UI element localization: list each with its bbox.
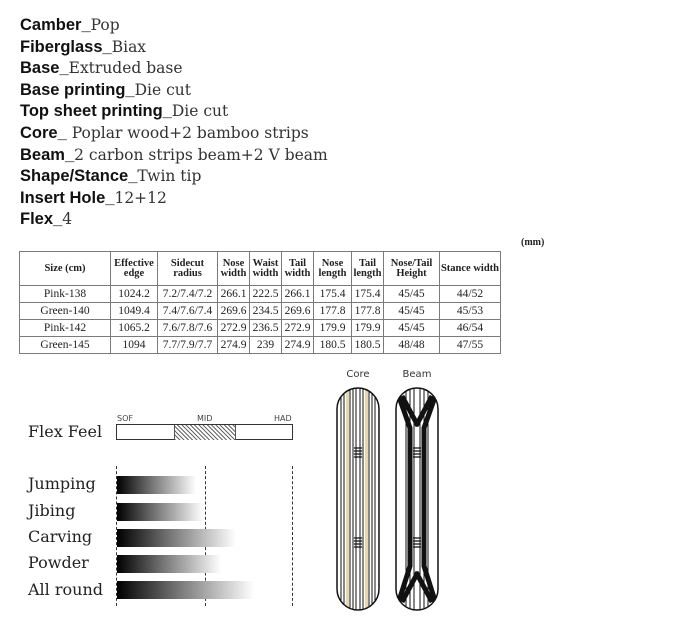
rating-label-all-round: All round: [28, 580, 104, 599]
col-header: Nose width: [218, 252, 250, 286]
table-row: [20, 337, 501, 354]
table-cell: Green-140: [20, 303, 111, 320]
table-cell: 274.9: [282, 337, 314, 354]
scale-label-mid: MID: [197, 414, 213, 423]
table-row: [20, 320, 501, 337]
table-cell: 274.9: [218, 337, 250, 354]
table-cell: 234.5: [250, 303, 282, 320]
unit-label: (mm): [521, 237, 545, 248]
col-header: Waist width: [250, 252, 282, 286]
rating-bar-all-round: [117, 581, 254, 599]
table-cell: 179.9: [314, 320, 352, 337]
col-header: Nose/Tail Height: [384, 252, 440, 286]
beam-label: Beam: [402, 369, 432, 380]
beam-board: [396, 388, 438, 610]
table-row: [20, 286, 501, 303]
spec-top-sheet: [20, 100, 328, 122]
table-row: [20, 303, 501, 320]
table-cell: 175.4: [314, 286, 352, 303]
table-cell: 175.4: [352, 286, 384, 303]
spec-value: Extruded base: [68, 59, 183, 78]
spec-key: Base_: [20, 59, 69, 78]
flex-feel-range: [174, 425, 236, 440]
spec-key: Beam_: [20, 145, 75, 164]
table-cell: 222.5: [250, 286, 282, 303]
spec-value: Poplar wood+2 bamboo strips: [66, 123, 309, 142]
table-cell: 266.1: [282, 286, 314, 303]
spec-list: [20, 14, 328, 230]
spec-flex: [20, 208, 328, 230]
rating-bar-powder: [117, 555, 221, 573]
table-cell: 7.7/7.9/7.7: [158, 337, 218, 354]
rating-label-jibing: Jibing: [28, 501, 76, 520]
spec-value: Die cut: [171, 102, 229, 121]
table-cell: 7.4/7.6/7.4: [158, 303, 218, 320]
col-header: Sidecut radius: [158, 252, 218, 286]
spec-key: Flex_: [20, 210, 63, 229]
table-cell: 177.8: [314, 303, 352, 320]
core-board: [337, 388, 379, 610]
spec-key: Core_: [20, 123, 67, 142]
rating-label-jumping: Jumping: [28, 474, 96, 493]
table-cell: 1024.2: [111, 286, 158, 303]
rating-label-carving: Carving: [28, 527, 93, 546]
table-cell: 1094: [111, 337, 158, 354]
spec-value: 2 carbon strips beam+2 V beam: [74, 145, 328, 164]
spec-key: Top sheet printing_: [20, 102, 172, 121]
spec-camber: [20, 14, 328, 36]
table-cell: 45/53: [440, 303, 501, 320]
spec-table: [19, 251, 501, 354]
table-cell: 180.5: [314, 337, 352, 354]
spec-shape: [20, 165, 328, 187]
col-header: Tail width: [282, 252, 314, 286]
spec-key: Insert Hole_: [20, 188, 115, 207]
table-cell: 44/52: [440, 286, 501, 303]
guide-line-hard: [292, 466, 293, 606]
table-cell: 7.6/7.8/7.6: [158, 320, 218, 337]
spec-value: Twin tip: [137, 167, 202, 186]
table-cell: Green-145: [20, 337, 111, 354]
spec-value: 4: [62, 210, 73, 229]
spec-key: Shape/Stance_: [20, 167, 138, 186]
flex-feel-label: Flex Feel: [28, 422, 103, 441]
col-header: Nose length: [314, 252, 352, 286]
table-cell: 269.6: [218, 303, 250, 320]
col-header: Tail length: [352, 252, 384, 286]
spec-base: [20, 57, 328, 79]
spec-value: 12+12: [114, 188, 167, 207]
spec-core: [20, 122, 328, 144]
table-cell: 266.1: [218, 286, 250, 303]
table-cell: 1049.4: [111, 303, 158, 320]
spec-base-printing: [20, 79, 328, 101]
table-cell: Pink-138: [20, 286, 111, 303]
board-diagrams: [330, 366, 450, 616]
table-cell: 45/45: [384, 303, 440, 320]
spec-key: Base printing_: [20, 80, 135, 99]
spec-value: Biax: [111, 37, 147, 56]
core-label: Core: [346, 369, 370, 380]
table-cell: Pink-142: [20, 320, 111, 337]
spec-insert-hole: [20, 187, 328, 209]
table-cell: 1065.2: [111, 320, 158, 337]
table-cell: 48/48: [384, 337, 440, 354]
col-header: Stance width: [440, 252, 501, 286]
table-cell: 45/45: [384, 320, 440, 337]
rating-bar-carving: [117, 529, 236, 547]
scale-label-soft: SOF: [117, 414, 133, 423]
col-header: Effective edge: [111, 252, 158, 286]
spec-beam: [20, 144, 328, 166]
table-cell: 45/45: [384, 286, 440, 303]
scale-label-hard: HAD: [274, 414, 292, 423]
col-header: Size (cm): [20, 252, 111, 286]
rating-bar-jibing: [117, 503, 203, 521]
table-cell: 7.2/7.4/7.2: [158, 286, 218, 303]
table-cell: 46/54: [440, 320, 501, 337]
table-cell: 179.9: [352, 320, 384, 337]
table-cell: 272.9: [218, 320, 250, 337]
table-cell: 180.5: [352, 337, 384, 354]
rating-label-powder: Powder: [28, 553, 89, 572]
table-cell: 236.5: [250, 320, 282, 337]
spec-key: Camber_: [20, 16, 91, 34]
table-cell: 47/55: [440, 337, 501, 354]
table-header-row: [20, 252, 501, 286]
table-cell: 272.9: [282, 320, 314, 337]
table-cell: 177.8: [352, 303, 384, 320]
spec-value: Die cut: [134, 80, 191, 99]
table-cell: 269.6: [282, 303, 314, 320]
table-cell: 239: [250, 337, 282, 354]
spec-fiberglass: [20, 36, 328, 58]
rating-bar-jumping: [117, 476, 196, 494]
spec-key: Fiberglass_: [20, 37, 112, 56]
spec-value: Pop: [90, 16, 120, 34]
